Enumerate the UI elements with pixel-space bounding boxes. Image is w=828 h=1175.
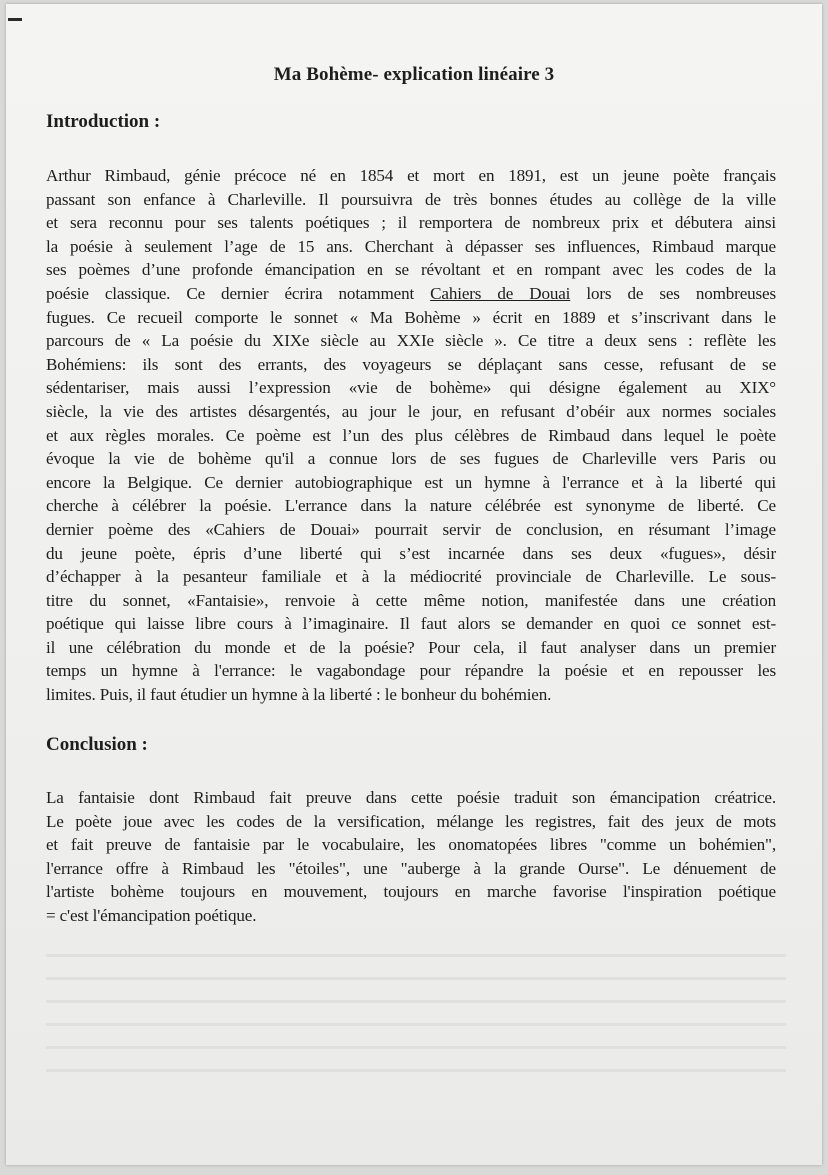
paragraph-line: Arthur Rimbaud, génie précoce né en 1854 et mort en 1891, est un jeune poète français <box>46 166 776 185</box>
paragraph-line: La fantaisie dont Rimbaud fait preuve dans cette poésie traduit son émancipation créatrice. <box>46 788 776 807</box>
paragraph-line: et sera reconnu pour ses talents poétiques ; il remportera de nombreux prix et débutera ainsi <box>46 213 776 233</box>
paragraph-line: évoque la vie de bohème qu'il a connue lors de ses fugues de Charleville vers Paris ou <box>46 449 776 469</box>
paragraph-line: siècle, la vie des artistes désargentés, au jour le jour, en refusant d’obéir aux normes sociales <box>46 401 776 421</box>
paragraph-line: Bohémiens: ils sont des errants, des voyageurs se déplaçant sans cesse, refusant de se <box>46 354 776 374</box>
paragraph-line: d’échapper à la pesanteur familiale et à la médiocrité provinciale de Charleville. Le sous- <box>46 567 776 587</box>
paragraph-line: il une célébration du monde et de la poésie? Pour cela, il faut analyser dans un premier <box>46 637 776 657</box>
paragraph-line: poétique qui laisse libre cours à l’imaginaire. Il faut alors se demander en quoi ce sonnet est- <box>46 614 776 634</box>
paragraph-line: passant son enfance à Charleville. Il poursuivra de très bonnes études au collège de la ville <box>46 189 776 209</box>
introduction-heading: Introduction : <box>46 111 161 132</box>
conclusion-heading: Conclusion : <box>46 734 148 755</box>
paragraph-line: cherche à célébrer la poésie. L'errance dans la nature célébrée est synonyme de liberté. Ce <box>46 496 776 516</box>
paragraph-line: dernier poème des «Cahiers de Douai» pourrait servir de conclusion, en résumant l’image <box>46 519 776 539</box>
reverse-side-bleed-through <box>46 934 786 1134</box>
paragraph-line: encore la Belgique. Ce dernier autobiographique est un hymne à l'errance et à la liberté qui <box>46 472 776 492</box>
paragraph-line: Le poète joue avec les codes de la versification, mélange les registres, fait des jeux de mots <box>46 811 776 831</box>
paragraph-line: temps un hymne à l'errance: le vagabondage pour répandre la poésie et en repousser les <box>46 661 776 681</box>
document-title: Ma Bohème- explication linéaire 3 <box>273 64 555 85</box>
introduction-paragraph <box>46 164 776 707</box>
document-page <box>6 4 822 1165</box>
paragraph-line: ses poèmes d’une profonde émancipation en se révoltant et en rompant avec les codes de la <box>46 260 776 280</box>
paragraph-line: = c'est l'émancipation poétique. <box>46 905 257 925</box>
paragraph-line: l'artiste bohème toujours en mouvement, toujours en marche favorise l'inspiration poétique <box>46 882 776 902</box>
paragraph-line: titre du sonnet, «Fantaisie», renvoie à cette même notion, manifestée dans une création <box>46 590 776 610</box>
paragraph-line: l'errance offre à Rimbaud les "étoiles", une "auberge à la grande Ourse". Le dénuement de <box>46 858 776 878</box>
paragraph-line: sédentariser, mais aussi l’expression «vie de bohème» qui désigne également au XIX° <box>46 378 776 398</box>
paragraph-line: parcours de « La poésie du XIXe siècle au XXIe siècle ». Ce titre a deux sens : reflète les <box>46 331 776 351</box>
paragraph-line: et aux règles morales. Ce poème est l’un des plus célèbres de Rimbaud dans lequel le poète <box>46 425 776 445</box>
paragraph-line: et fait preuve de fantaisie par le vocabulaire, les onomatopées libres "comme un bohémien", <box>46 835 776 855</box>
underlined-work-title: Cahiers de Douai <box>430 283 571 303</box>
paragraph-line-with-title <box>46 282 776 306</box>
paragraph-line-start: poésie classique. Ce dernier écrira notamment <box>46 283 415 303</box>
paragraph-line: fugues. Ce recueil comporte le sonnet « Ma Bohème » écrit en 1889 et s’inscrivant dans le <box>46 307 776 327</box>
paragraph-line-end: lors de ses nombreuses <box>586 283 776 303</box>
paragraph-line: du jeune poète, épris d’une liberté qui s’est incarnée dans ses deux «fugues», désir <box>46 543 776 563</box>
scan-mark <box>8 18 22 21</box>
paragraph-line: la poésie à seulement l’age de 15 ans. Cherchant à dépasser ses influences, Rimbaud marque <box>46 236 776 256</box>
paragraph-line: limites. Puis, il faut étudier un hymne à la liberté : le bonheur du bohémien. <box>46 685 552 705</box>
conclusion-paragraph <box>46 786 776 928</box>
